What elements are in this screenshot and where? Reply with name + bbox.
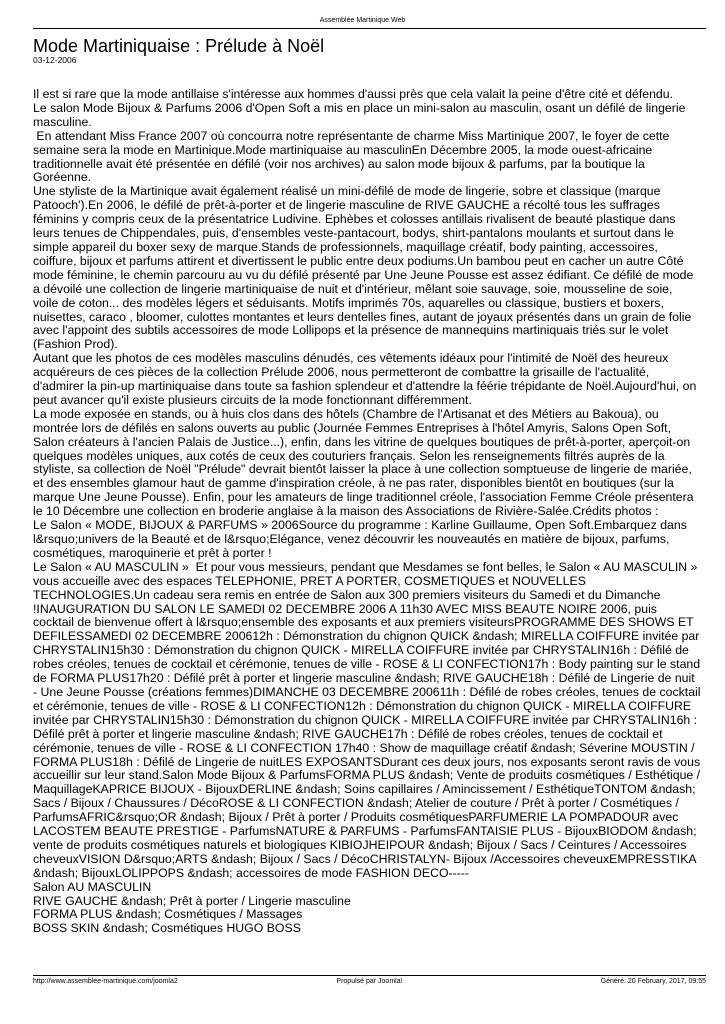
header-divider <box>33 28 706 29</box>
article-body: Il est si rare que la mode antillaise s'intéresse aux hommes d'aussi près que cela valait la peine d'être cité et défendu. Le salon Mode Bijoux & Parfums 2006 d'Open Soft a mis en place un mini-salon au masculin, osant un défilé de lingerie masculine. En attendant Miss France 2007 où concourra notre représentante de charme Miss Martinique 2007, le foyer de cette semaine sera la mode en Martinique.Mode martiniquaise au masculinEn Décembre 2005, la mode ouest-africaine traditionnelle avait été présentée en défilé (voir nos archives) au salon mode bijoux & parfums, par la boutique la Goréenne. Une styliste de la Martinique avait également réalisé un mini-défilé de mode de lingerie, sobre et classique (marque Patooch').En 2006, le défilé de prêt-à-porter et de lingerie masculine de RIVE GAUCHE a récolté tous les suffrages féminins y compris ceux de la présentatrice Ludivine. Ephèbes et colosses antillais rivalisent de beauté plastique dans leurs tenues de Chippendales, puis, d'ensembles veste-pantacourt, bodys, shirt-pantalons moulants et surtout dans le simple appareil du boxer sexy de marque.Stands de professionnels, maquillage créatif, body painting, accessoires, coiffure, bijoux et parfums attirent et divertissent le public entre deux podiums.Un bambou peut en cacher un autre Côté mode féminine, le chemin parcouru au vu du défilé présenté par Une Jeune Pousse est assez édifiant. Ce défilé de mode a dévoilé une collection de lingerie martiniquaise de nuit et d'intérieur, mêlant soie sauvage, soie, mousseline de soie, voile de coton... des modèles légers et séduisants. Motifs imprimés 70s, aquarelles ou classique, bustiers et boxers, nuisettes, caraco , bloomer, culottes montantes et leurs dentelles fines, autant de joyaux présentés dans un grain de folie avec l'appoint des subtils accessoires de mode Lollipops et la présence de mannequins martiniquais triés sur le volet (Fashion Prod). Autant que les photos de ces modèles masculins dénudés, ces vêtements idéaux pour l'intimité de Noël des heureux acquéreurs de ces pièces de la collection Prélude 2006, nous permetteront de combattre la grisaille de l'actualité, d'admirer la pin-up martiniquaise dans toute sa fashion splendeur et d'attendre la féérie trépidante de Noël.Aujourd'hui, on peut avancer qu'il existe plusieurs circuits de la mode fonctionnant différemment. La mode exposée en stands, ou à huis clos dans des hôtels (Chambre de l'Artisanat et des Métiers au Bakoua), ou montrée lors de défilés en salons ouverts au public (Journée Femmes Entreprises à l'hôtel Amyris, Salons Open Soft, Salon créateurs à l'ancien Palais de Justice...), enfin, dans les vitrine de quelques boutiques de prêt-à-porter, aperçoit-on quelques modèles uniques, aux cotés de ceux des couturiers français. Selon les renseignements filtrés auprès de la styliste, sa collection de Noël "Prélude" devrait bientôt laisser la place à une collection somptueuse de lingerie de mariée, et des ensembles glamour haut de gamme d'inspiration créole, à ne pas rater, disponibles bientôt en boutiques (sur la marque Une Jeune Pousse). Enfin, pour les amateurs de linge traditionnel créole, l'association Femme Créole présentera le 10 Décembre une collection en broderie anglaise à la maison des Associations de Rivière-Salée.Crédits photos : Le Salon « MODE, BIJOUX & PARFUMS » 2006Source du programme : Karline Guillaume, Open Soft.Embarquez dans l&rsquo;univers de la Beauté et de l&rsquo;Elégance, venez découvrir les nouveautés en matière de bijoux, parfums, cosmétiques, maroquinerie et prêt à porter ! Le Salon « AU MASCULIN » Et pour vous messieurs, pendant que Mesdames se font belles, le Salon « AU MASCULIN » vous accueille avec des espaces TELEPHONIE, PRET A PORTER, COSMETIQUES et NOUVELLES TECHNOLOGIES.Un cadeau sera remis en entrée de Salon aux 300 premiers visiteurs du Samedi et du Dimanche !INAUGURATION DU SALON LE SAMEDI 02 DECEMBRE 2006 A 11h30 AVEC MISS BEAUTE NOIRE 2006, puis cocktail de bienvenue offert à l&rsquo;ensemble des exposants et aux premiers visiteursPROGRAMME DES SHOWS ET DEFILESSAMEDI 02 DECEMBRE 200612h : Démonstration du chignon QUICK &ndash; MIRELLA COIFFURE invitée par CHRYSTALIN15h30 : Démonstration du chignon QUICK - MIRELLA COIFFURE invitée par CHRYSTALIN16h : Défilé de robes créoles, tenues de cocktail et cérémonie, tenues de ville - ROSE & LI CONFECTION17h : Body painting sur le stand de FORMA PLUS17h20 : Défilé prêt à porter et lingerie masculine &ndash; RIVE GAUCHE18h : Défilé de Lingerie de nuit - Une Jeune Pousse (créations femmes)DIMANCHE 03 DECEMBRE 200611h : Défilé de robes créoles, tenues de cocktail et cérémonie, tenues de ville - ROSE & LI CONFECTION12h : Démonstration du chignon QUICK - MIRELLA COIFFURE invitée par CHRYSTALIN15h30 : Démonstration du chignon QUICK - MIRELLA COIFFURE invitée par CHRYSTALIN16h : Défilé prêt à porter et lingerie masculine &ndash; RIVE GAUCHE17h : Défilé de robes créoles, tenues de cocktail et cérémonie, tenues de ville - ROSE & LI CONFECTION 17h40 : Show de maquillage créatif &ndash; Séverine MOUSTIN / FORMA PLUS18h : Défilé de Lingerie de nuitLES EXPOSANTSDurant ces deux jours, nos exposants seront ravis de vous accueillir sur leur stand.Salon Mode Bijoux & ParfumsFORMA PLUS &ndash; Vente de produits cosmétiques / Esthétique / MaquillageKAPRICE BIJOUX - BijouxDERLINE &ndash; Soins capillaires / Amincissement / EsthétiqueTONTOM &ndash; Sacs / Bijoux / Chaussures / DécoROSE & LI CONFECTION &ndash; Atelier de couture / Prêt à porter / Cosmétiques / ParfumsAFRIC&rsquo;OR &ndash; Bijoux / Prêt à porter / Produits cosmétiquesPARFUMERIE LA POMPADOUR avec LACOSTEM BEAUTE PRESTIGE - ParfumsNATURE & PARFUMS - ParfumsFANTAISIE PLUS - BijouxBIODOM &ndash; vente de produits cosmétiques naturels et biologiques KIBIOJHEIPOUR &ndash; Bijoux / Sacs / Ceintures / Accessoires cheveuxVISION D&rsquo;ARTS &ndash; Bijoux / Sacs / DécoCHRISTALYN- Bijoux /Accessoires cheveuxEMPRESSTIKA &ndash; BijouxLOLIPPOPS &ndash; accessoires de mode FASHION DECO----- Salon AU MASCULIN RIVE GAUCHE &ndash; Prêt à porter / Lingerie masculine FORMA PLUS &ndash; Cosmétiques / Massages BOSS SKIN &ndash; Cosmétiques HUGO BOSS <box>33 87 701 936</box>
footer-url: http://www.assemblee-martinique.com/joomla2 <box>33 978 178 985</box>
page-footer <box>33 977 706 986</box>
footer-divider <box>33 975 706 976</box>
site-header: Assemblée Martinique Web <box>319 17 406 24</box>
footer-generated-date: Généré: 20 February, 2017, 09:55 <box>600 978 706 985</box>
article-date: 03-12-2006 <box>33 55 77 65</box>
footer-powered-by: Propulsé par Joomla! <box>336 978 403 985</box>
article-title: Mode Martiniquaise : Prélude à Noël <box>33 36 325 56</box>
